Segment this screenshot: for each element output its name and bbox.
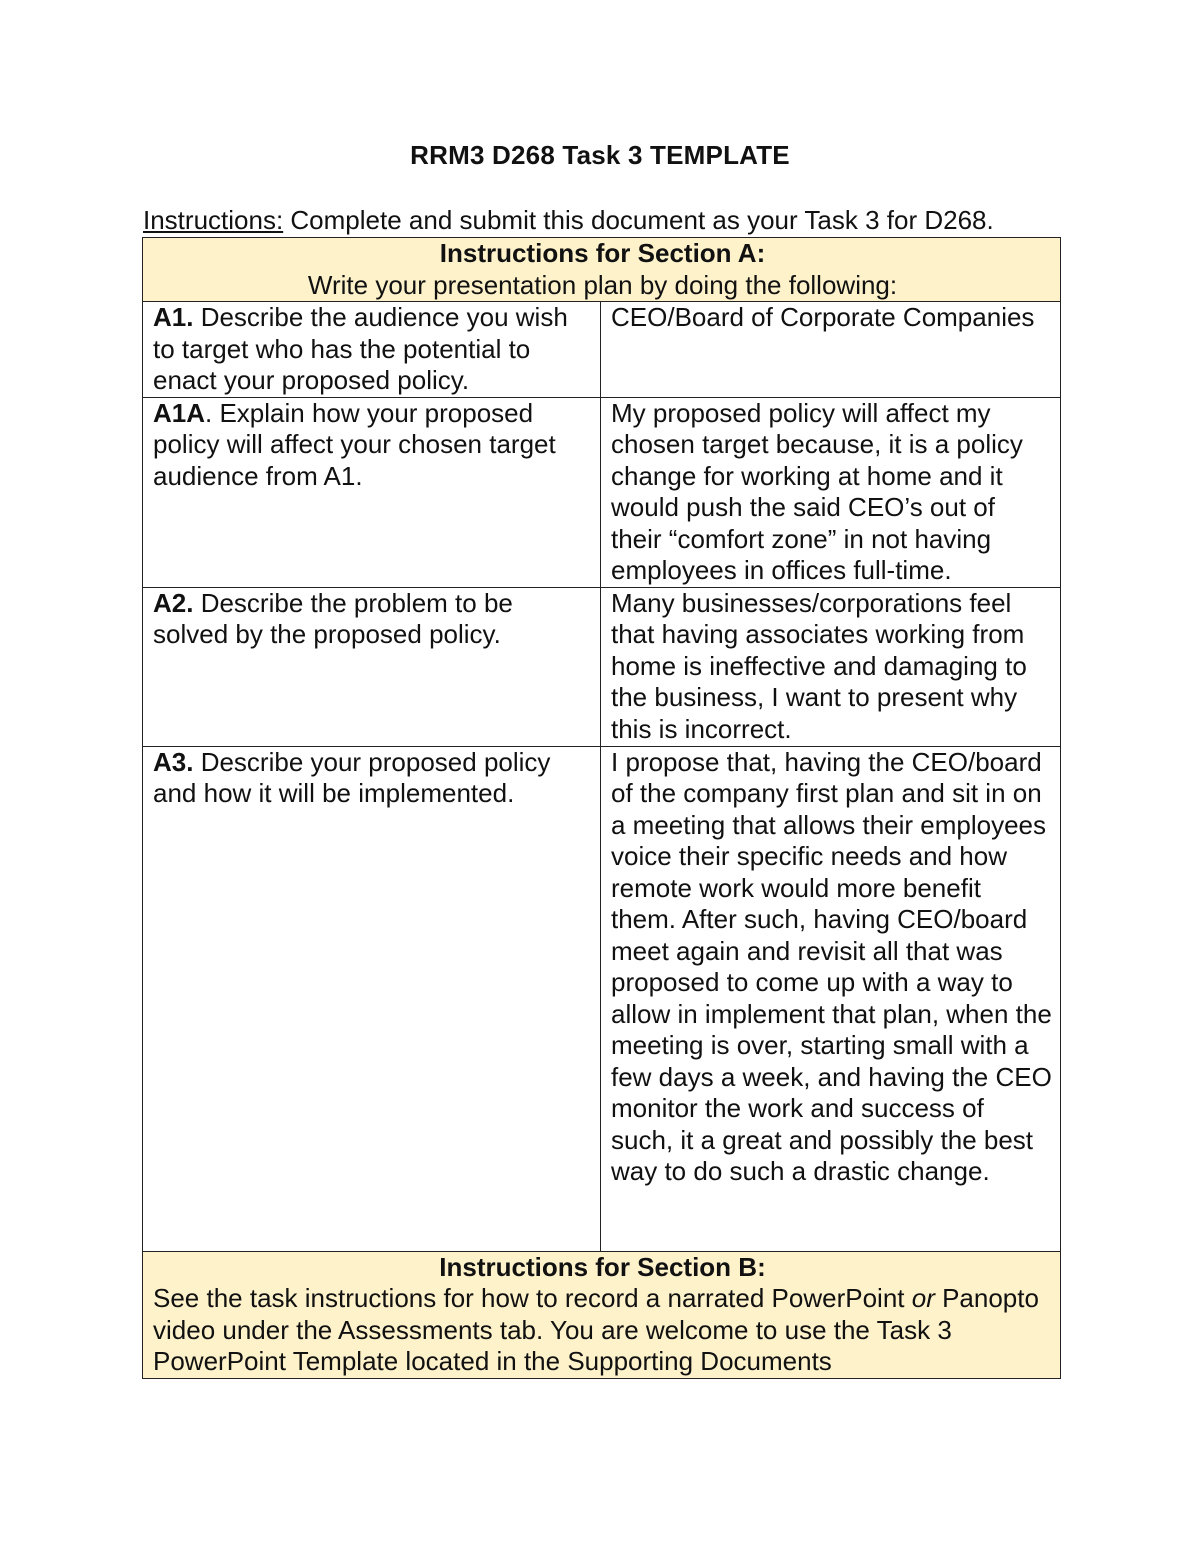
prompt-code-a3: A3. bbox=[153, 746, 194, 777]
section-b-row bbox=[143, 1251, 1061, 1378]
prompt-text-a1: Describe the audience you wish to target who has the potential to enact your proposed policy. bbox=[153, 302, 568, 395]
prompt-cell-a3 bbox=[143, 746, 601, 1251]
section-b-text-part2: Panopto video under the Assessments tab. You are welcome to use the Task 3 PowerPoint Template located in the Supporting Documents bbox=[153, 1283, 1039, 1376]
task-table bbox=[142, 237, 1061, 1379]
section-a-header-cell bbox=[143, 238, 1061, 302]
section-b-text-italic: or bbox=[911, 1283, 935, 1313]
prompt-text-a2: Describe the problem to be solved by the proposed policy. bbox=[153, 587, 513, 649]
response-text-a3: I propose that, having the CEO/board of the company first plan and sit in on a meeting that allows their employees voice their specific needs and how remote work would more benefit them. After such, having CEO/board meet again and revisit all that was proposed to come up with a way to allow in implement that plan, when the meeting is over, starting small with a few days a week, and having the CEO monitor the work and success of such, it a great and possibly the best way to do such a drastic change. bbox=[611, 746, 1052, 1186]
table-row-a1 bbox=[143, 302, 1061, 398]
prompt-text-a3: Describe your proposed policy and how it will be implemented. bbox=[153, 746, 551, 808]
prompt-text-a1a: . Explain how your proposed policy will affect your chosen target audience from A1. bbox=[153, 397, 556, 491]
section-b-cell bbox=[143, 1251, 1061, 1378]
section-a-heading: Instructions for Section A: bbox=[439, 238, 766, 268]
response-text-a2: Many businesses/corporations feel that having associates working from home is ineffective and damaging to the business, I want to present why this is incorrect. bbox=[611, 587, 1027, 744]
table-row-a1a bbox=[143, 397, 1061, 587]
section-a-subheading: Write your presentation plan by doing the following: bbox=[307, 269, 898, 300]
table-row-a3 bbox=[143, 746, 1061, 1251]
section-b-text-part1: See the task instructions for how to record a narrated PowerPoint bbox=[153, 1283, 912, 1313]
response-text-a1: CEO/Board of Corporate Companies bbox=[611, 302, 1035, 332]
response-cell-a1a bbox=[601, 397, 1061, 587]
instructions-text: Complete and submit this document as your Task 3 for D268. bbox=[283, 205, 994, 235]
prompt-code-a2: A2. bbox=[153, 587, 194, 618]
section-b-text bbox=[153, 1283, 1039, 1376]
prompt-code-a1a: A1A bbox=[153, 397, 206, 428]
instructions-label: Instructions: bbox=[143, 205, 284, 235]
instructions-line bbox=[143, 205, 994, 236]
prompt-cell-a2 bbox=[143, 587, 601, 746]
prompt-cell-a1 bbox=[143, 302, 601, 398]
response-text-a1a: My proposed policy will affect my chosen target because, it is a policy change for working at home and it would push the said CEO’s out of their “comfort zone” in not having employees in offices full-time. bbox=[611, 397, 1023, 585]
response-cell-a2 bbox=[601, 587, 1061, 746]
prompt-cell-a1a bbox=[143, 397, 601, 587]
section-b-heading: Instructions for Section B: bbox=[439, 1251, 766, 1282]
response-cell-a1 bbox=[601, 302, 1061, 398]
table-row-a2 bbox=[143, 587, 1061, 746]
prompt-code-a1: A1. bbox=[153, 302, 194, 332]
document-title: RRM3 D268 Task 3 TEMPLATE bbox=[410, 140, 790, 170]
section-a-header-row bbox=[143, 238, 1061, 302]
response-cell-a3 bbox=[601, 746, 1061, 1251]
